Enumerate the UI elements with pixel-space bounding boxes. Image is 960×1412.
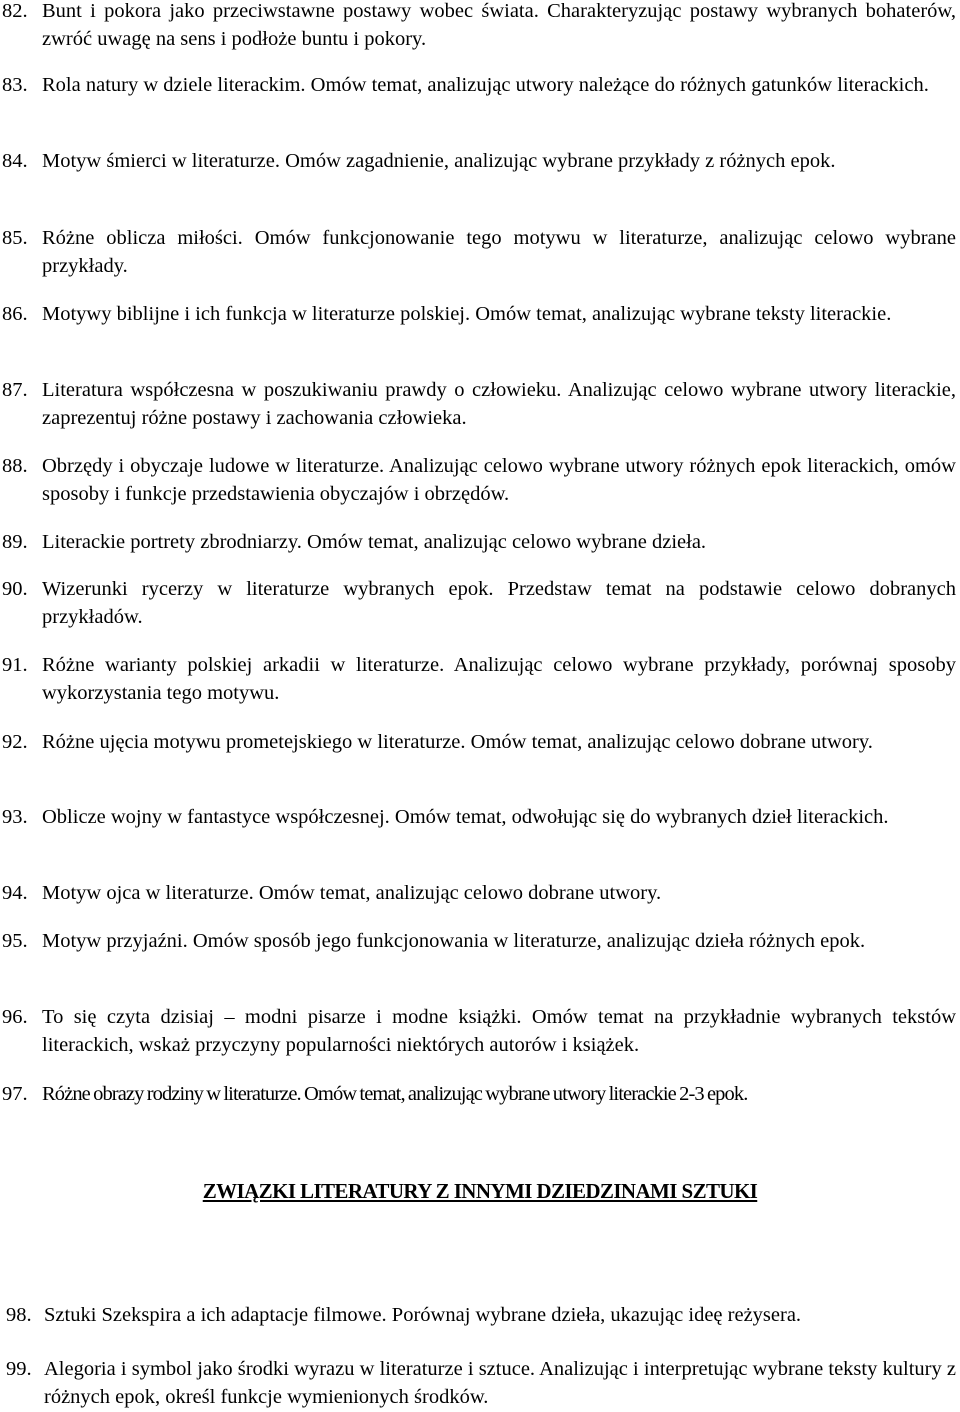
item-number: 85. xyxy=(2,227,28,249)
item-number: 96. xyxy=(2,1006,28,1028)
list-item xyxy=(0,575,960,631)
list-item xyxy=(0,651,960,707)
list-item xyxy=(0,528,960,556)
item-text: Sztuki Szekspira a ich adaptacje filmowe. Porównaj wybrane dzieła, ukazując ideę reżysera. xyxy=(44,1304,802,1326)
list-item xyxy=(0,1003,960,1059)
item-text: Motyw przyjaźni. Omów sposób jego funkcjonowania w literaturze, analizując dzieła różnych epok. xyxy=(42,930,866,952)
list-item xyxy=(0,879,960,907)
list-item xyxy=(0,224,960,280)
list-item xyxy=(0,376,960,432)
item-number: 97. xyxy=(2,1083,28,1105)
item-text: Obrzędy i obyczaje ludowe w literaturze. Analizując celowo wybrane utwory różnych epok literackich, omów sposoby i funkcje przedstawienia obyczajów i obrzędów. xyxy=(42,455,956,505)
item-text: To się czyta dzisiaj – modni pisarze i modne książki. Omów temat na przykładnie wybranych tekstów literackich, wskaż przyczyny popularności niektórych autorów i książek. xyxy=(42,1006,956,1056)
item-number: 90. xyxy=(2,578,28,600)
item-text: Wizerunki rycerzy w literaturze wybranych epok. Przedstaw temat na podstawie celowo dobranych przykładów. xyxy=(42,578,956,628)
item-text: Literackie portrety zbrodniarzy. Omów temat, analizując celowo wybrane dzieła. xyxy=(42,531,707,553)
item-number: 86. xyxy=(2,303,28,325)
item-number: 91. xyxy=(2,654,28,676)
list-item xyxy=(0,300,960,328)
item-number: 82. xyxy=(2,0,28,22)
item-text: Różne warianty polskiej arkadii w literaturze. Analizując celowo wybrane przykłady, porównaj sposoby wykorzystania tego motywu. xyxy=(42,654,956,704)
item-number: 95. xyxy=(2,930,28,952)
list-item xyxy=(0,452,960,508)
list-item xyxy=(0,728,960,756)
list-item xyxy=(0,803,960,831)
item-number: 89. xyxy=(2,531,28,553)
item-text: Bunt i pokora jako przeciwstawne postawy wobec świata. Charakteryzując postawy wybranych bohaterów, zwróć uwagę na sens i podłoże buntu i pokory. xyxy=(42,0,956,50)
item-text: Literatura współczesna w poszukiwaniu prawdy o człowieku. Analizując celowo wybrane utwory literackie, zaprezentuj różne postawy i zachowania człowieka. xyxy=(42,379,956,429)
item-text: Rola natury w dziele literackim. Omów temat, analizując utwory należące do różnych gatunków literackich. xyxy=(42,74,929,96)
item-text: Motyw śmierci w literaturze. Omów zagadnienie, analizując wybrane przykłady z różnych epok. xyxy=(42,150,836,172)
list-item xyxy=(0,1080,960,1108)
item-text: Różne oblicza miłości. Omów funkcjonowanie tego motywu w literaturze, analizując celowo wybrane przykłady. xyxy=(42,227,956,277)
item-text: Oblicze wojny w fantastyce współczesnej. Omów temat, odwołując się do wybranych dzieł literackich. xyxy=(42,806,889,828)
item-number: 98. xyxy=(6,1304,32,1326)
list-item xyxy=(0,1301,960,1329)
item-number: 87. xyxy=(2,379,28,401)
list-item xyxy=(0,1355,960,1411)
item-number: 93. xyxy=(2,806,28,828)
list-item xyxy=(0,927,960,955)
list-item xyxy=(0,71,960,99)
item-text: Różne ujęcia motywu prometejskiego w literaturze. Omów temat, analizując celowo dobrane utwory. xyxy=(42,731,873,753)
item-text: Motywy biblijne i ich funkcja w literaturze polskiej. Omów temat, analizując wybrane teksty literackie. xyxy=(42,303,892,325)
item-number: 99. xyxy=(6,1358,32,1380)
item-number: 94. xyxy=(2,882,28,904)
section-heading: ZWIĄZKI LITERATURY Z INNYMI DZIEDZINAMI SZTUKI xyxy=(202,1179,758,1203)
item-text: Różne obrazy rodziny w literaturze. Omów temat, analizując wybrane utwory literackie 2-3 epok. xyxy=(42,1083,748,1105)
item-number: 88. xyxy=(2,455,28,477)
item-number: 92. xyxy=(2,731,28,753)
item-text: Motyw ojca w literaturze. Omów temat, analizując celowo dobrane utwory. xyxy=(42,882,662,904)
list-item xyxy=(0,147,960,175)
item-number: 84. xyxy=(2,150,28,172)
item-text: Alegoria i symbol jako środki wyrazu w literaturze i sztuce. Analizując i interpretując wybrane teksty kultury z różnych epok, określ funkcje wymienionych środków. xyxy=(44,1358,956,1408)
item-number: 83. xyxy=(2,74,28,96)
list-item xyxy=(0,0,960,53)
